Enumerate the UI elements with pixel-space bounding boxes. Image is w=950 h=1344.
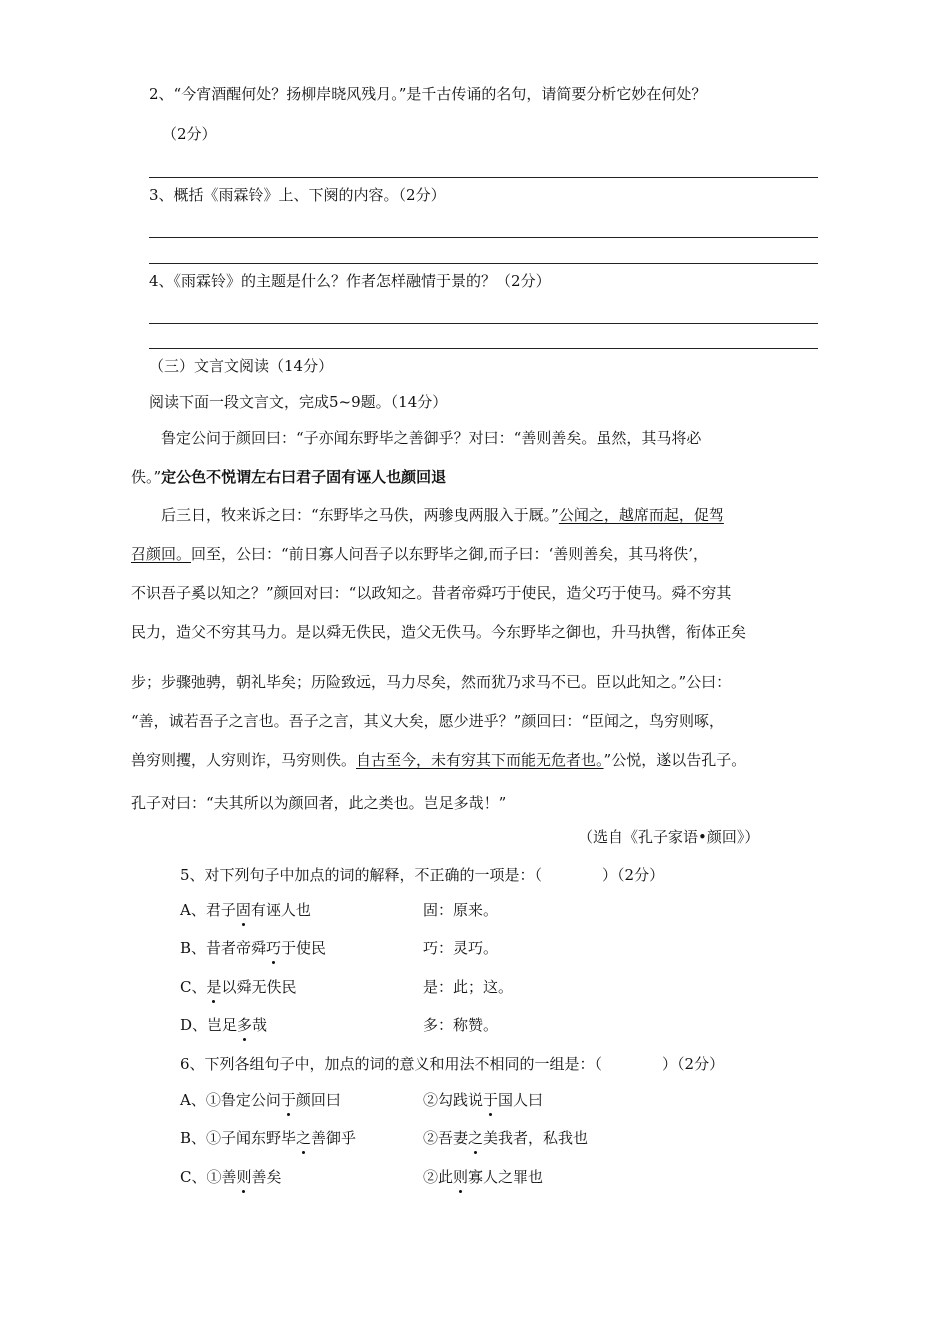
underlined-sentence: 召颜回。 (131, 545, 192, 563)
underlined-sentence: 公闻之，越席而起，促驾 (558, 506, 724, 524)
option-d[interactable]: D、岂足多哉 (180, 1016, 268, 1034)
question-2-score: （2分） (162, 125, 217, 143)
answer-line[interactable] (149, 177, 818, 178)
passage-source: （选自《孔子家语•颜回》） (578, 828, 760, 846)
passage-line: 鲁定公问于颜回曰：“子亦闻东野毕之善御乎？对曰：“善则善矣。虽然，其马将必 (161, 429, 702, 447)
option-d-gloss: 多：称赞。 (423, 1016, 499, 1034)
dotted-word: 固 (235, 901, 251, 919)
passage-line: 民力，造父不穷其马力。是以舜无佚民，造父无佚马。今东野毕之御也，升马执辔，衔体正矣 (131, 623, 747, 641)
option-c-pair: ②此则寡人之罪也 (423, 1168, 544, 1186)
underlined-sentence: 自古至今，未有穷其下而能无危者也。 (356, 751, 604, 769)
option-a[interactable]: A、①鲁定公问于颜回曰 (180, 1091, 341, 1109)
option-c[interactable]: C、①善则善矣 (180, 1168, 282, 1186)
passage-text: ”公悦，遂以告孔子。 (603, 751, 747, 769)
passage-line: 孔子对曰：“夫其所以为颜回者，此之类也。岂足多哉！” (131, 794, 507, 812)
answer-line[interactable] (149, 237, 818, 238)
passage-text: 回至，公曰：“前日寡人问吾子以东野毕之御,而子曰：‘善则善矣，其马将佚’， (191, 545, 708, 563)
dotted-word: 之 (468, 1129, 484, 1147)
passage-text: 后三日，牧来诉之曰：“东野毕之马佚，两骖曳两服入于厩。” (161, 506, 559, 524)
question-4-text: 4、《雨霖铃》的主题是什么？作者怎样融情于景的？（2分） (149, 272, 551, 290)
option-c[interactable]: C、是以舜无佚民 (180, 978, 297, 996)
dotted-word: 巧 (266, 939, 282, 957)
dotted-word: 多 (237, 1016, 253, 1034)
answer-line[interactable] (149, 323, 818, 324)
dotted-word: 于 (483, 1091, 499, 1109)
option-a-gloss: 固：原来。 (423, 901, 499, 919)
passage-line: 不识吾子奚以知之？”颜回对曰：“以政知之。昔者帝舜巧于使民，造父巧于使马。舜不穷其 (131, 584, 732, 602)
option-b[interactable]: B、昔者帝舜巧于使民 (180, 939, 327, 957)
question-3-text: 3、概括《雨霖铃》上、下阕的内容。（2分） (149, 186, 446, 204)
passage-text: 兽穷则攫，人穷则诈，马穷则佚。 (131, 751, 357, 769)
dotted-word: 则 (453, 1168, 469, 1186)
answer-line[interactable] (149, 263, 818, 264)
option-b-gloss: 巧：灵巧。 (423, 939, 499, 957)
passage-line: 步；步骤弛骋，朝礼毕矣；历险致远，马力尽矣，然而犹乃求马不已。臣以此知之。”公曰： (131, 673, 732, 691)
passage-line (161, 505, 724, 525)
passage-line (131, 750, 746, 770)
passage-line: “善，诚若吾子之言也。吾子之言，其义大矣，愿少进乎？”颜回曰：“臣闻之，鸟穷则啄， (131, 712, 725, 730)
dotted-word: 于 (280, 1091, 296, 1109)
option-c-gloss: 是：此；这。 (423, 978, 514, 996)
option-a-pair: ②勾践说于国人曰 (423, 1091, 544, 1109)
passage-line (131, 467, 446, 487)
passage-line (131, 544, 708, 564)
passage-bold-text: 定公色不悦谓左右曰君子固有诬人也颜回退 (161, 468, 447, 486)
dotted-word: 是 (206, 978, 222, 996)
section-title: （三）文言文阅读（14分） (149, 357, 334, 375)
option-b[interactable]: B、①子闻东野毕之善御乎 (180, 1129, 357, 1147)
answer-line[interactable] (149, 348, 818, 349)
question-5-text: 5、对下列句子中加点的词的解释，不正确的一项是：（ ）（2分） (180, 866, 665, 884)
option-b-pair: ②吾妻之美我者，私我也 (423, 1129, 589, 1147)
question-6-text: 6、下列各组句子中，加点的词的意义和用法不相同的一组是：（ ）（2分） (180, 1055, 725, 1073)
section-instruction: 阅读下面一段文言文，完成5~9题。（14分） (149, 393, 448, 411)
question-2-text: 2、“今宵酒醒何处？扬柳岸晓风残月。”是千古传诵的名句，请简要分析它妙在何处？ (149, 85, 707, 103)
dotted-word: 则 (236, 1168, 252, 1186)
passage-text: 佚。” (131, 468, 162, 486)
dotted-word: 之 (296, 1129, 312, 1147)
option-a[interactable]: A、君子固有诬人也 (180, 901, 311, 919)
